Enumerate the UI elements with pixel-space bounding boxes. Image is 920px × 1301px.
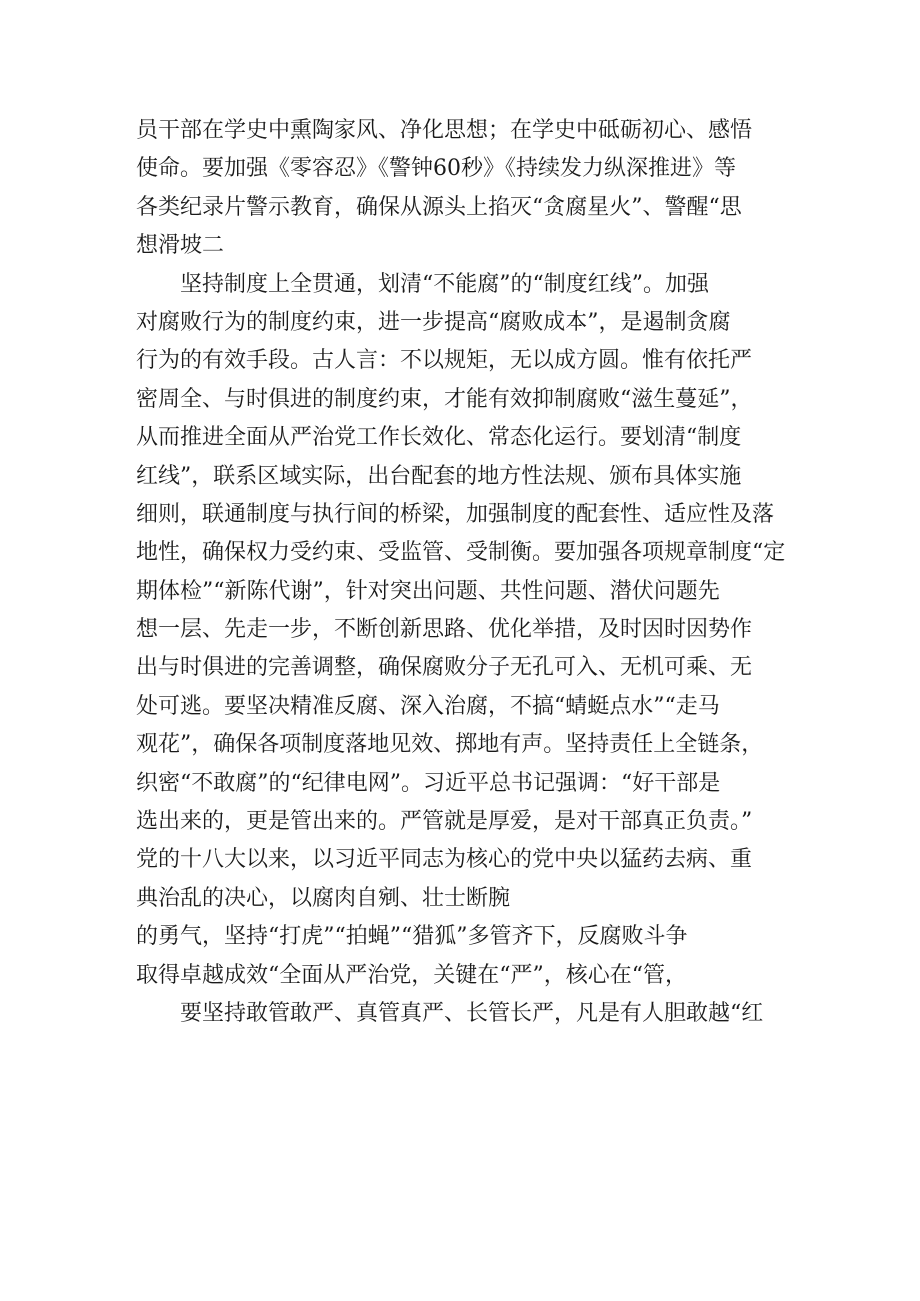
text-line: 要坚持敢管敢严、真管真严、长管长严，凡是有人胆敢越“红 xyxy=(180,1000,764,1026)
text-line: 对腐败行为的制度约束，进一步提高“腐败成本”，是遏制贪腐 xyxy=(136,309,731,335)
text-line: 各类纪录片警示教育，确保从源头上掐灭“贪腐星火”、警醒“思 xyxy=(136,194,742,220)
text-line: 员干部在学史中熏陶家风、净化思想；在学史中砥砺初心、感悟 xyxy=(136,118,753,143)
text-line: 处可逃。要坚决精准反腐、深入治腐，不搞“蜻蜓点水”“走马 xyxy=(136,693,720,719)
text-line: 取得卓越成效“全面从严治党，关键在“严”，核心在“管， xyxy=(136,962,687,988)
text-line: 观花”，确保各项制度落地见效、掷地有声。坚持责任上全链条， xyxy=(136,732,764,758)
text-line: 期体检”“新陈代谢”，针对突出问题、共性问题、潜伏问题先 xyxy=(136,578,720,604)
text-line: 红线”，联系区域实际，出台配套的地方性法规、颁布具体实施 xyxy=(136,463,742,489)
text-line: 出与时俱进的完善调整，确保腐败分子无孔可入、无机可乘、无 xyxy=(136,655,753,681)
text-line: 密周全、与时俱进的制度约束，才能有效抑制腐败“滋生蔓延”， xyxy=(136,386,753,412)
text-line: 坚持制度上全贯通，划清“不能腐”的“制度红线”。加强 xyxy=(180,271,709,297)
text-line: 典治乱的决心，以腐肉自剜、壮士断腕 xyxy=(136,885,511,911)
text-line: 想滑坡二 xyxy=(136,233,225,259)
text-line: 地性，确保权力受约束、受监管、受制衡。要加强各项规章制度“定 xyxy=(136,540,786,566)
text-line: 使命。要加强《零容忍》《警钟60秒》《持续发力纵深推进》等 xyxy=(136,156,736,182)
body-text xyxy=(136,112,796,1033)
text-line: 织密“不敢腐”的“纪律电网”。习近平总书记强调：“好干部是 xyxy=(136,770,721,796)
text-line: 想一层、先走一步，不断创新思路、优化举措，及时因时因势作 xyxy=(136,617,753,643)
text-line: 行为的有效手段。古人言：不以规矩，无以成方圆。惟有依托严 xyxy=(136,348,753,374)
text-line: 细则，联通制度与执行间的桥梁，加强制度的配套性、适应性及落 xyxy=(136,501,775,527)
text-line: 的勇气，坚持“打虎”“拍蝇”“猎狐”多管齐下，反腐败斗争 xyxy=(136,924,688,950)
text-line: 从而推进全面从严治党工作长效化、常态化运行。要划清“制度 xyxy=(136,425,742,451)
text-line: 党的十八大以来，以习近平同志为核心的党中央以猛药去病、重 xyxy=(136,847,753,873)
text-line: 选出来的，更是管出来的。严管就是厚爱，是对干部真正负责。” xyxy=(136,809,753,835)
